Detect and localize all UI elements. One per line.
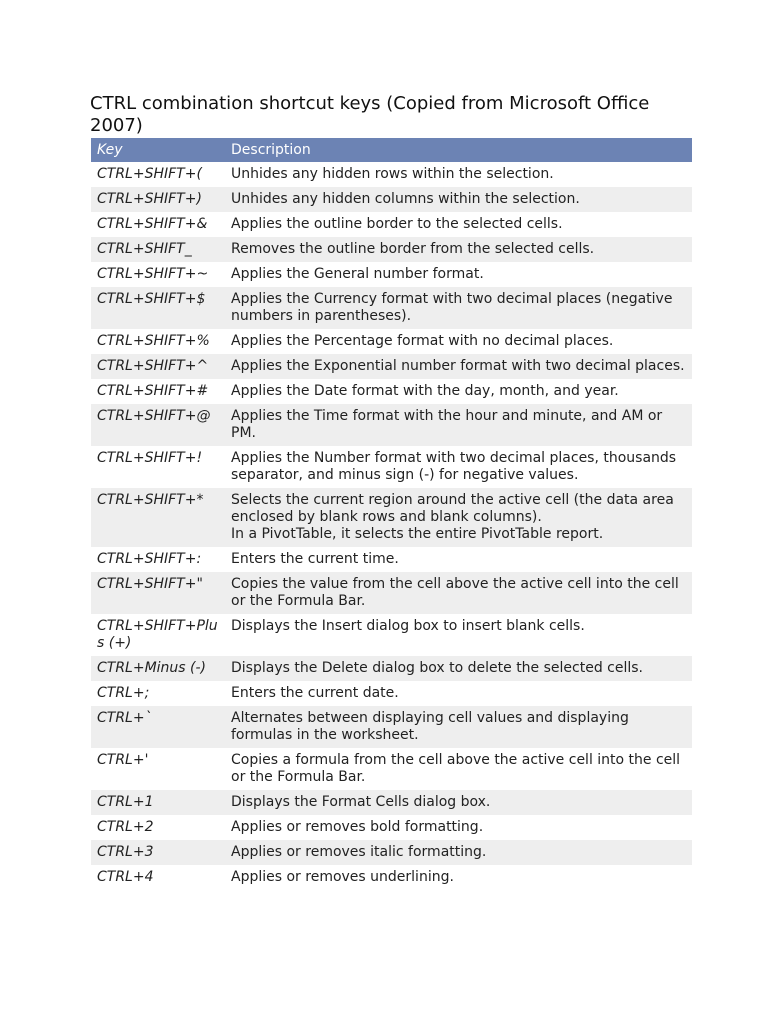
shortcut-key: CTRL+SHIFT+Plus (+) xyxy=(91,614,225,656)
table-row xyxy=(91,488,692,547)
table-row xyxy=(91,547,692,572)
table-row xyxy=(91,379,692,404)
shortcut-description: Applies the Number format with two decimal places, thousands separator, and minus sign (-) for negative values. xyxy=(225,446,692,488)
shortcut-description: Applies the Currency format with two decimal places (negative numbers in parentheses). xyxy=(225,287,692,329)
table-row xyxy=(91,162,692,187)
table-row xyxy=(91,354,692,379)
shortcut-description: Displays the Format Cells dialog box. xyxy=(225,790,692,815)
shortcut-description: Applies the outline border to the selected cells. xyxy=(225,212,692,237)
shortcut-key: CTRL+SHIFT+~ xyxy=(91,262,225,287)
shortcut-description: Applies the Percentage format with no decimal places. xyxy=(225,329,692,354)
shortcut-description: Applies or removes underlining. xyxy=(225,865,692,890)
shortcut-description: Applies or removes bold formatting. xyxy=(225,815,692,840)
shortcut-table xyxy=(91,138,692,890)
table-row xyxy=(91,748,692,790)
shortcut-description: Copies a formula from the cell above the active cell into the cell or the Formula Bar. xyxy=(225,748,692,790)
shortcut-description: Applies the Exponential number format with two decimal places. xyxy=(225,354,692,379)
column-header-description: Description xyxy=(225,138,692,162)
shortcut-description: Selects the current region around the active cell (the data area enclosed by blank rows and blank columns). In a PivotTable, it selects the entire PivotTable report. xyxy=(225,488,692,547)
table-body xyxy=(91,162,692,890)
table-row xyxy=(91,212,692,237)
shortcut-description: Displays the Insert dialog box to insert blank cells. xyxy=(225,614,692,656)
shortcut-key: CTRL+SHIFT+& xyxy=(91,212,225,237)
shortcut-key: CTRL+SHIFT+* xyxy=(91,488,225,547)
table-row xyxy=(91,815,692,840)
table-row xyxy=(91,187,692,212)
shortcut-description: Displays the Delete dialog box to delete the selected cells. xyxy=(225,656,692,681)
shortcut-key: CTRL+` xyxy=(91,706,225,748)
shortcut-description: Applies the General number format. xyxy=(225,262,692,287)
table-row xyxy=(91,840,692,865)
table-row xyxy=(91,790,692,815)
table-row xyxy=(91,706,692,748)
shortcut-description: Applies the Time format with the hour and minute, and AM or PM. xyxy=(225,404,692,446)
table-row xyxy=(91,237,692,262)
shortcut-key: CTRL+2 xyxy=(91,815,225,840)
shortcut-description: Unhides any hidden rows within the selection. xyxy=(225,162,692,187)
table-row xyxy=(91,681,692,706)
shortcut-key: CTRL+SHIFT+( xyxy=(91,162,225,187)
table-row xyxy=(91,262,692,287)
table-row xyxy=(91,656,692,681)
shortcut-key: CTRL+; xyxy=(91,681,225,706)
shortcut-description: Alternates between displaying cell values and displaying formulas in the worksheet. xyxy=(225,706,692,748)
table-row xyxy=(91,329,692,354)
shortcut-description: Removes the outline border from the selected cells. xyxy=(225,237,692,262)
shortcut-key: CTRL+SHIFT+! xyxy=(91,446,225,488)
shortcut-key: CTRL+SHIFT+% xyxy=(91,329,225,354)
shortcut-description: Applies or removes italic formatting. xyxy=(225,840,692,865)
shortcut-description: Unhides any hidden columns within the selection. xyxy=(225,187,692,212)
column-header-key: Key xyxy=(91,138,225,162)
table-row xyxy=(91,865,692,890)
shortcut-key: CTRL+SHIFT_ xyxy=(91,237,225,262)
shortcut-description: Copies the value from the cell above the active cell into the cell or the Formula Bar. xyxy=(225,572,692,614)
shortcut-key: CTRL+4 xyxy=(91,865,225,890)
shortcut-key: CTRL+Minus (-) xyxy=(91,656,225,681)
shortcut-key: CTRL+SHIFT+" xyxy=(91,572,225,614)
shortcut-description: Enters the current date. xyxy=(225,681,692,706)
table-row xyxy=(91,614,692,656)
table-row xyxy=(91,446,692,488)
shortcut-description: Applies the Date format with the day, month, and year. xyxy=(225,379,692,404)
shortcut-key: CTRL+SHIFT+@ xyxy=(91,404,225,446)
shortcut-key: CTRL+3 xyxy=(91,840,225,865)
table-row xyxy=(91,404,692,446)
shortcut-key: CTRL+SHIFT+# xyxy=(91,379,225,404)
shortcut-key: CTRL+1 xyxy=(91,790,225,815)
page-title: CTRL combination shortcut keys (Copied from Microsoft Office 2007) xyxy=(90,93,650,136)
shortcut-description: Enters the current time. xyxy=(225,547,692,572)
shortcut-key: CTRL+SHIFT+) xyxy=(91,187,225,212)
table-row xyxy=(91,572,692,614)
table-header-row xyxy=(91,138,692,162)
shortcut-key: CTRL+SHIFT+^ xyxy=(91,354,225,379)
shortcut-key: CTRL+' xyxy=(91,748,225,790)
shortcut-key: CTRL+SHIFT+$ xyxy=(91,287,225,329)
table-row xyxy=(91,287,692,329)
shortcut-key: CTRL+SHIFT+: xyxy=(91,547,225,572)
